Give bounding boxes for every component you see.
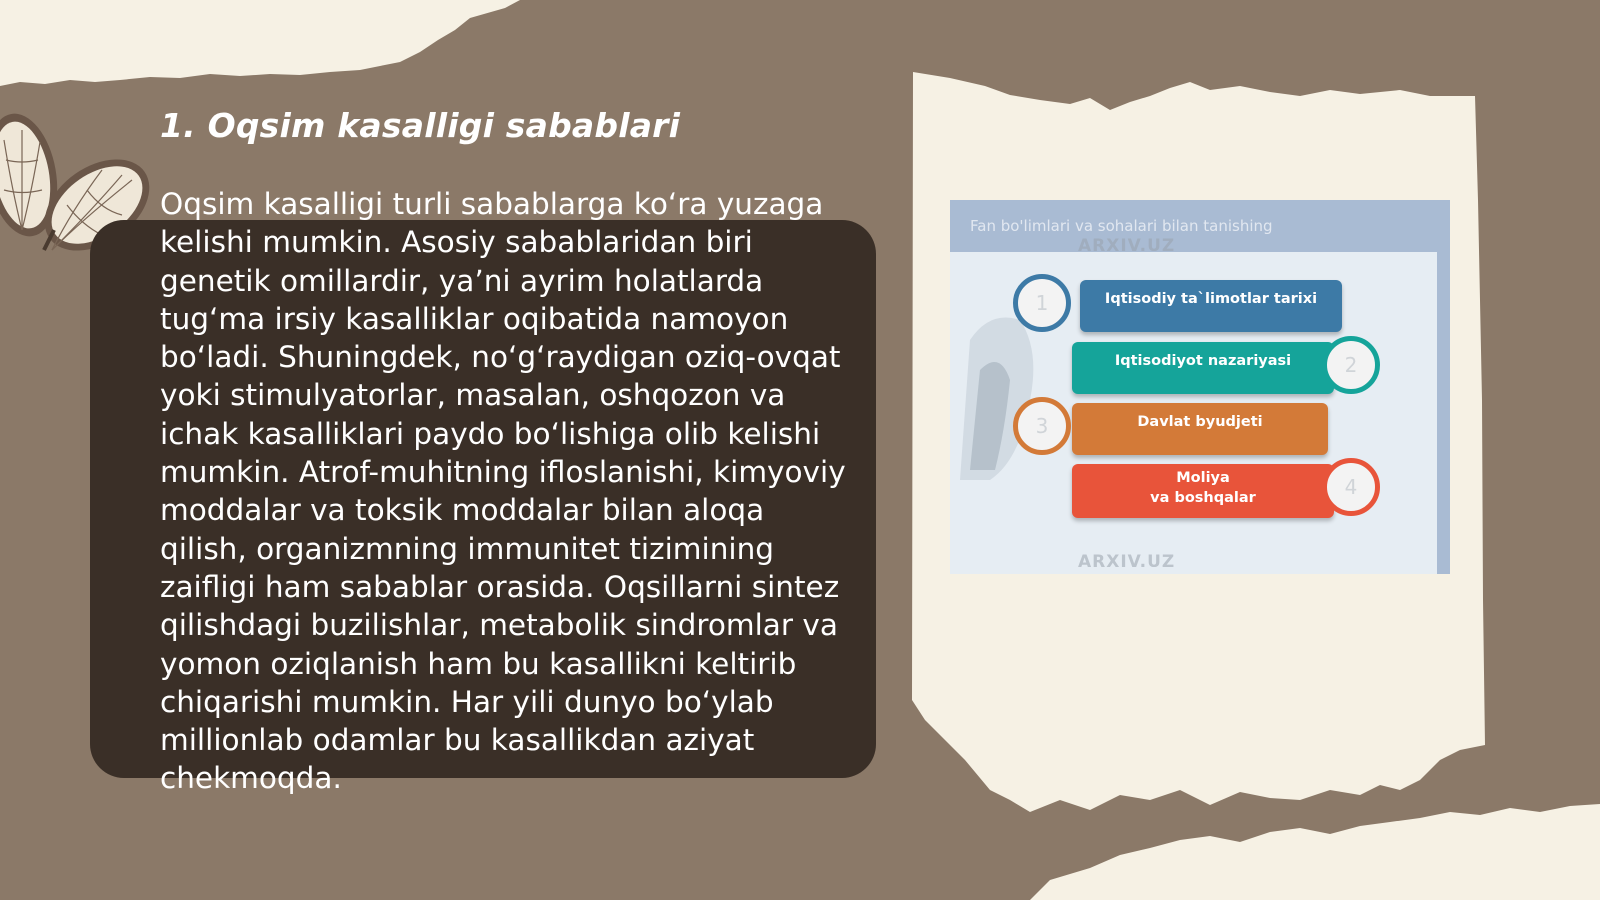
diagram-item-3-label: Davlat byudjeti [1137,414,1263,430]
embedded-diagram-image [950,200,1450,574]
diagram-item-2-label: Iqtisodiyot nazariyasi [1114,353,1292,369]
image-header-title: Fan bo'limlari va sohalari bilan tanishing [970,217,1273,235]
diagram-item-1-bar [1080,280,1342,332]
diagram-item-3-circle: 3 [1013,397,1071,455]
diagram-item-4-circle: 4 [1322,458,1380,516]
diagram-item-2-bar [1072,342,1334,394]
slide-title: 1. Oqsim kasalligi sabablari [160,106,681,145]
diagram-item-1-label: Iqtisodiy ta`limotlar tarixi [1104,291,1318,307]
diagram-item-4-label-line1: Moliya [1176,470,1230,486]
watermark-text-bottom: ARXIV.UZ [1078,552,1176,572]
body-paragraph: Oqsim kasalligi turli sabablarga ko‘ra yuzaga kelishi mumkin. Asosiy sabablaridan biri genetik omillardir, ya’ni ayrim holatlarda tug‘ma irsiy kasalliklar oqibatida namoyon bo‘ladi. Shuningdek, no‘g‘raydigan oziq-ovqat yoki stimulyatorlar, masalan, oshqozon va ichak kasalliklari paydo bo‘lishiga olib kelishi mumkin. Atrof-muhitning ifloslanishi, kimyoviy moddalar va toksik moddalar bilan aloqa qilish, organizmning immunitet tizimining zaifligi ham sabablar orasida. Oqsillarni sintez qilishdagi buzilishlar, metabolik sindromlar va yomon oziqlanish ham bu kasallikni keltirib chiqarishi mumkin. Har yili dunyo bo‘ylab millionlab odamlar bu kasallikdan aziyat chekmoqda. [160,187,846,796]
bottom-right-paper [1030,804,1600,900]
diagram-item-4-label-line2: va boshqalar [1150,490,1256,506]
diagram-item-2-circle: 2 [1322,336,1380,394]
diagram-item-4-bar [1072,464,1334,518]
top-left-paper [0,0,520,86]
diagram-item-3-bar [1072,403,1328,455]
watermark-text-top: ARXIV.UZ [1078,236,1176,256]
diagram-item-1-circle: 1 [1013,274,1071,332]
